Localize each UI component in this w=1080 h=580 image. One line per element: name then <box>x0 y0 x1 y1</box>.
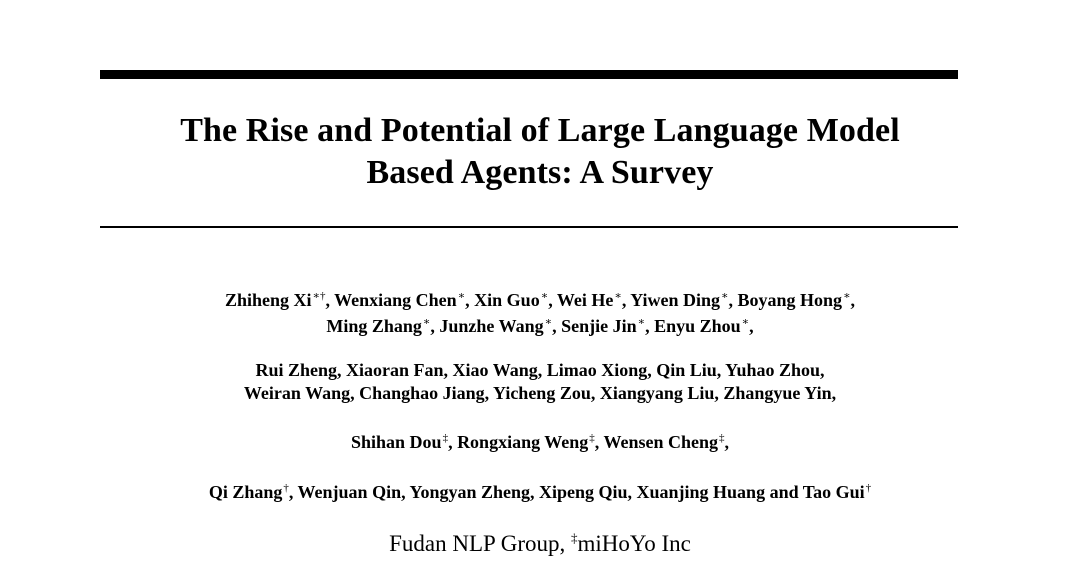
author-line: Qi Zhang†, Wenjuan Qin, Yongyan Zheng, Xipeng Qiu, Xuanjing Huang and Tao Gui† <box>208 482 872 502</box>
paper-title <box>0 110 1080 194</box>
author-group-2 <box>0 359 1080 405</box>
author-line: Weiran Wang, Changhao Jiang, Yicheng Zou, Xiangyang Liu, Zhangyue Yin, <box>243 383 837 403</box>
author-affiliation-mark: † <box>865 482 872 494</box>
author-name: Xiaoran Fan <box>346 360 444 380</box>
affiliation-company: miHoYo Inc <box>577 531 691 556</box>
author-name: Changhao Jiang <box>359 383 485 403</box>
author-affiliation-mark: ∗ <box>422 316 431 328</box>
author-group-3 <box>0 431 1080 457</box>
author-affiliation-mark: ∗ <box>457 290 466 302</box>
affiliation-group: Fudan NLP Group, <box>389 531 566 556</box>
author-affiliation-mark: ‡ <box>442 432 449 444</box>
author-name: Yicheng Zou <box>492 383 591 403</box>
author-name: Zhiheng Xi <box>224 290 312 310</box>
author-name: Shihan Dou <box>351 432 442 452</box>
author-name: Wei He <box>556 290 614 310</box>
author-line: Rui Zheng, Xiaoran Fan, Xiao Wang, Limao Xiong, Qin Liu, Yuhao Zhou, <box>255 360 825 380</box>
author-name: Yiwen Ding <box>630 290 721 310</box>
author-name: Xiangyang Liu <box>599 383 715 403</box>
author-name: Xiao Wang <box>452 360 538 380</box>
author-name: Weiran Wang <box>243 383 351 403</box>
author-name: Yongyan Zheng <box>409 482 530 502</box>
author-name: Wenjuan Qin <box>297 482 402 502</box>
author-name: Ming Zhang <box>326 316 422 336</box>
author-name: Xin Guo <box>474 290 540 310</box>
author-name: Tao Gui <box>802 482 865 502</box>
title-line-1: The Rise and Potential of Large Language Model <box>180 112 900 149</box>
author-group-4 <box>0 481 1080 507</box>
author-name: Wenxiang Chen <box>334 290 457 310</box>
author-affiliation-mark: ∗† <box>312 290 326 302</box>
author-line: Shihan Dou‡, Rongxiang Weng‡, Wensen Cheng‡, <box>351 432 729 452</box>
author-affiliation-mark: ‡ <box>589 432 595 444</box>
author-affiliation-mark: ∗ <box>843 290 851 302</box>
author-name: Xipeng Qiu <box>538 482 628 502</box>
author-name: Yuhao Zhou <box>725 360 821 380</box>
author-name: Xuanjing Huang <box>636 482 766 502</box>
author-affiliation-mark: ∗ <box>614 290 622 302</box>
bottom-rule <box>100 226 958 228</box>
author-affiliation-mark: ∗ <box>741 316 750 328</box>
author-line: Ming Zhang∗, Junzhe Wang∗, Senjie Jin∗, Enyu Zhou∗, <box>326 316 754 336</box>
author-name: Rongxiang Weng <box>457 432 589 452</box>
author-name: Rui Zheng <box>255 360 337 380</box>
author-affiliation-mark: ∗ <box>721 290 729 302</box>
author-affiliation-mark: † <box>283 482 289 494</box>
title-line-2: Based Agents: A Survey <box>366 154 714 191</box>
top-rule <box>100 70 958 79</box>
author-name: Boyang Hong <box>737 290 843 310</box>
affiliation-mark: ‡ <box>571 530 578 545</box>
author-name: Junzhe Wang <box>439 316 544 336</box>
author-name: Qi Zhang <box>208 482 283 502</box>
author-name: Wensen Cheng <box>603 432 718 452</box>
author-affiliation-mark: ∗ <box>540 290 549 302</box>
author-affiliation-mark: ∗ <box>637 316 646 328</box>
author-name: Qin Liu <box>656 360 717 380</box>
author-affiliation-mark: ∗ <box>544 316 553 328</box>
author-name: Enyu Zhou <box>654 316 741 336</box>
author-affiliation-mark: ‡ <box>718 432 725 444</box>
author-name: Limao Xiong <box>546 360 648 380</box>
author-name: Zhangyue Yin <box>723 383 832 403</box>
author-group-1 <box>0 289 1080 341</box>
author-name: Senjie Jin <box>561 316 637 336</box>
author-line: Zhiheng Xi∗†, Wenxiang Chen∗, Xin Guo∗, Wei He∗, Yiwen Ding∗, Boyang Hong∗, <box>224 290 856 310</box>
affiliation <box>0 530 1080 561</box>
